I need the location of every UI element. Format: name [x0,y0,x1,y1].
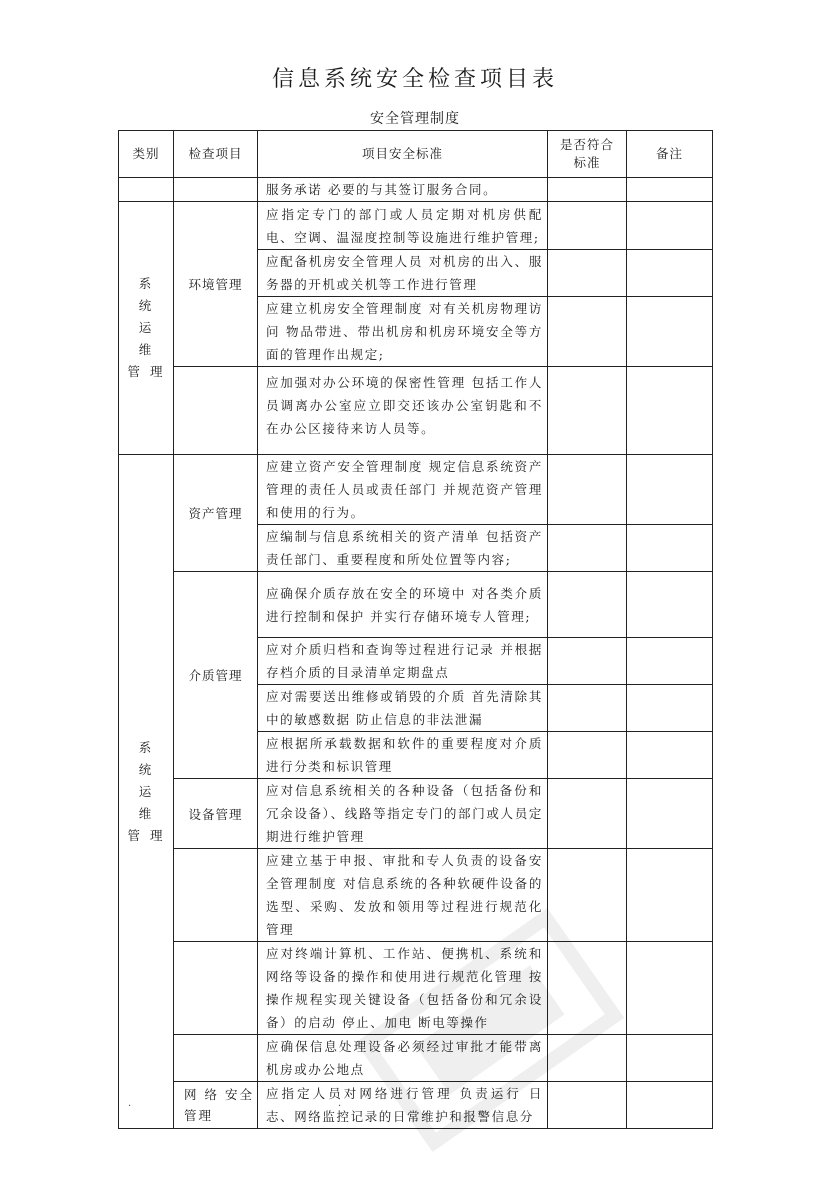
item-cell: 设备管理 [174,779,258,849]
conform-cell[interactable] [548,202,627,250]
conform-cell[interactable] [548,297,627,367]
conform-cell[interactable] [548,250,627,297]
footer-dot-mid: . [338,1098,342,1109]
note-cell[interactable] [627,178,713,202]
standard-cell: 应对需要送出维修或销毁的介质 首先清除其中的敏感数据 防止信息的非法泄漏 [258,685,548,732]
standard-cell: 应对信息系统相关的各种设备（包括备份和冗余设备）、线路等指定专门的部门或人员定期进行维护管理 [258,779,548,849]
standard-cell: 应编制与信息系统相关的资产清单 包括资产责任部门、重要程度和所处位置等内容; [258,525,548,572]
note-cell[interactable] [627,202,713,250]
cell-blank [174,367,258,455]
conform-cell[interactable] [548,178,627,202]
standard-cell: 应确保信息处理设备必须经过审批才能带离机房或办公地点 [258,1035,548,1082]
page-title: 信息系统安全检查项目表 [271,67,558,92]
cell-blank [119,178,174,202]
conform-cell[interactable] [548,525,627,572]
table-row [119,178,713,202]
note-cell[interactable] [627,525,713,572]
standard-cell: 应指定人员对网络进行管理 负责运行 日志、网络监控记录的日常维护和报警信息分 [258,1082,548,1129]
conform-cell[interactable] [548,572,627,638]
standard-cell: 应确保介质存放在安全的环境中 对各类介质进行控制和保护 并实行存储环境专人管理; [258,572,548,638]
item-cell: 网 络 安全管理 [174,1082,258,1129]
category-cell: 系 统 运 维 管理 [119,202,174,455]
standard-cell: 应根据所承载数据和软件的重要程度对介质进行分类和标识管理 [258,732,548,779]
item-cell: 资产管理 [174,455,258,572]
table-row [119,779,713,849]
conform-cell[interactable] [548,685,627,732]
cell-blank [174,1035,258,1082]
conform-cell[interactable] [548,367,627,455]
standard-cell: 应建立基于申报、审批和专人负责的设备安全管理制度 对信息系统的各种软硬件设备的选型、采购、发放和领用等过程进行规范化管理 [258,849,548,942]
item-cell: 环境管理 [174,202,258,367]
section-subtitle: 安全管理制度 [370,111,460,127]
header-conform-label: 是否符合标准 [559,137,614,170]
conform-cell[interactable] [548,779,627,849]
note-cell[interactable] [627,250,713,297]
standard-cell: 应加强对办公环境的保密性管理 包括工作人员调离办公室应立即交还该办公室钥匙和不在办公区接待来访人员等。 [258,367,548,455]
table-row [119,572,713,638]
header-item: 检查项目 [174,131,258,178]
note-cell[interactable] [627,572,713,638]
standard-cell: 应建立机房安全管理制度 对有关机房物理访问 物品带进、带出机房和机房环境安全等方面的管理作出规定; [258,297,548,367]
table-row [119,455,713,525]
footer-dot-left: . [128,1098,132,1109]
note-cell[interactable] [627,367,713,455]
table-row [119,849,713,942]
note-cell[interactable] [627,455,713,525]
table-header-row [119,131,713,178]
note-cell[interactable] [627,732,713,779]
category-cell: 系 统 运 维 管理 [119,455,174,1129]
header-standard: 项目安全标准 [258,131,548,178]
standard-cell: 服务承诺 必要的与其签订服务合同。 [258,178,548,202]
standard-cell: 应指定专门的部门或人员定期对机房供配电、空调、温湿度控制等设施进行维护管理; [258,202,548,250]
header-note: 备注 [627,131,713,178]
table-row [119,367,713,455]
note-cell[interactable] [627,849,713,942]
header-category: 类别 [119,131,174,178]
standard-cell: 应建立资产安全管理制度 规定信息系统资产管理的责任人员或责任部门 并规范资产管理和使用的行为。 [258,455,548,525]
standard-cell: 应对介质归档和查询等过程进行记录 并根据存档介质的目录清单定期盘点 [258,638,548,685]
note-cell[interactable] [627,685,713,732]
standard-cell: 应配备机房安全管理人员 对机房的出入、服务器的开机或关机等工作进行管理 [258,250,548,297]
item-cell: 介质管理 [174,572,258,779]
conform-cell[interactable] [548,638,627,685]
cell-blank [174,178,258,202]
header-conform [548,131,627,178]
note-cell[interactable] [627,779,713,849]
standard-cell: 应对终端计算机、工作站、便携机、系统和网络等设备的操作和使用进行规范化管理 按操作规程实现关键设备（包括备份和冗余设备）的启动 停止、加电 断电等操作 [258,942,548,1035]
cell-blank [174,942,258,1035]
conform-cell[interactable] [548,455,627,525]
note-cell[interactable] [627,638,713,685]
table-row [119,202,713,250]
cell-blank [174,849,258,942]
note-cell[interactable] [627,297,713,367]
conform-cell[interactable] [548,732,627,779]
note-cell[interactable] [627,1082,713,1129]
